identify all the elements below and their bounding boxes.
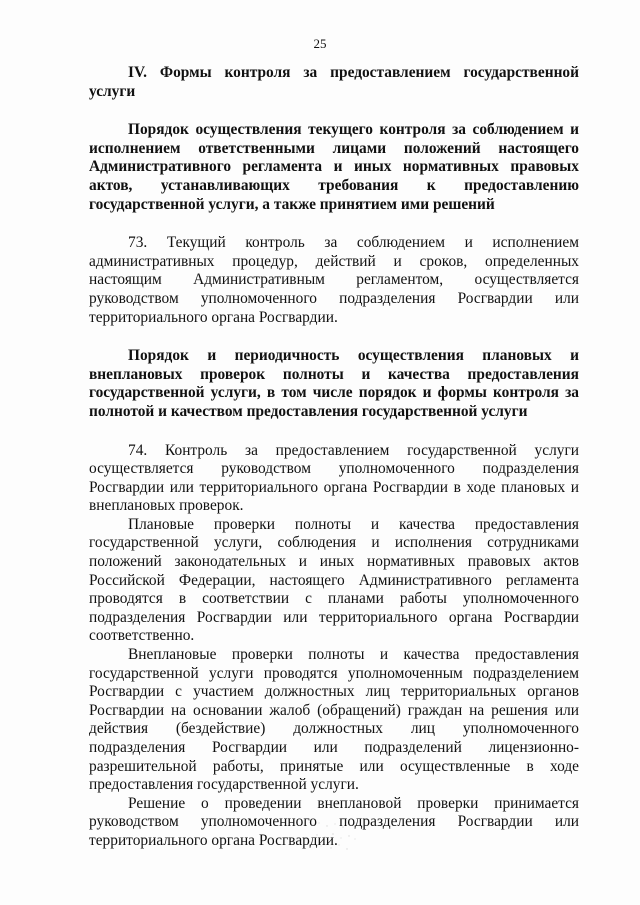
paragraph-unplanned-inspections: Внеплановые проверки полноты и качества предоставления государственной услуги проводятся уполномоченным подразделением Росгвардии с участием должностных лиц территориальных органов Росгвардии на основании жалоб (обращений) граждан на решения или действия (бездействие) должностных лиц уполномоченного подразделения Росгвардии или подразделений лицензионно-разрешительной работы, принятые или осуществленные в ходе предоставления государственной услуги. [89, 646, 579, 794]
faint-stamp-mark [305, 815, 365, 855]
paragraph-inspection-decision: Решение о проведении внеплановой проверки принимается руководством уполномоченного подразделения Росгвардии или территориального органа Росгвардии. [89, 794, 579, 849]
page-number: 25 [313, 36, 327, 51]
paragraph-73: 73. Текущий контроль за соблюдением и исполнением административных процедур, действий и сроков, определенных настоящим Административным регламентом, осуществляется руководством уполномоченного подразделения Росгвардии или территориального органа Росгвардии. [89, 234, 579, 326]
section-title: IV. Формы контроля за предоставлением государственной услуги [89, 64, 579, 100]
document-body [89, 64, 579, 851]
subheading-inspections: Порядок и периодичность осуществления плановых и внеплановых проверок полноты и качества предоставления государственной услуги, в том числе порядок и формы контроля за полнотой и качеством предоставления государственной услуги [89, 347, 579, 420]
paragraph-planned-inspections: Плановые проверки полноты и качества предоставления государственной услуги, соблюдения и исполнения сотрудниками положений законодательных и иных нормативных правовых актов Российской Федерации, настоящего Административного регламента проводятся в соответствии с планами работы уполномоченного подразделения Росгвардии или территориального органа Росгвардии соответственно. [89, 515, 579, 645]
subheading-current-control: Порядок осуществления текущего контроля за соблюдением и исполнением ответственными лицами положений настоящего Административного регламента и иных нормативных правовых актов, устанавливающих требования к предоставлению государственной услуги, а также принятием ими решений [89, 121, 579, 213]
paragraph-74: 74. Контроль за предоставлением государственной услуги осуществляется руководством уполномоченного подразделения Росгвардии или территориального органа Росгвардии в ходе плановых и внеплановых проверок. [89, 441, 579, 515]
